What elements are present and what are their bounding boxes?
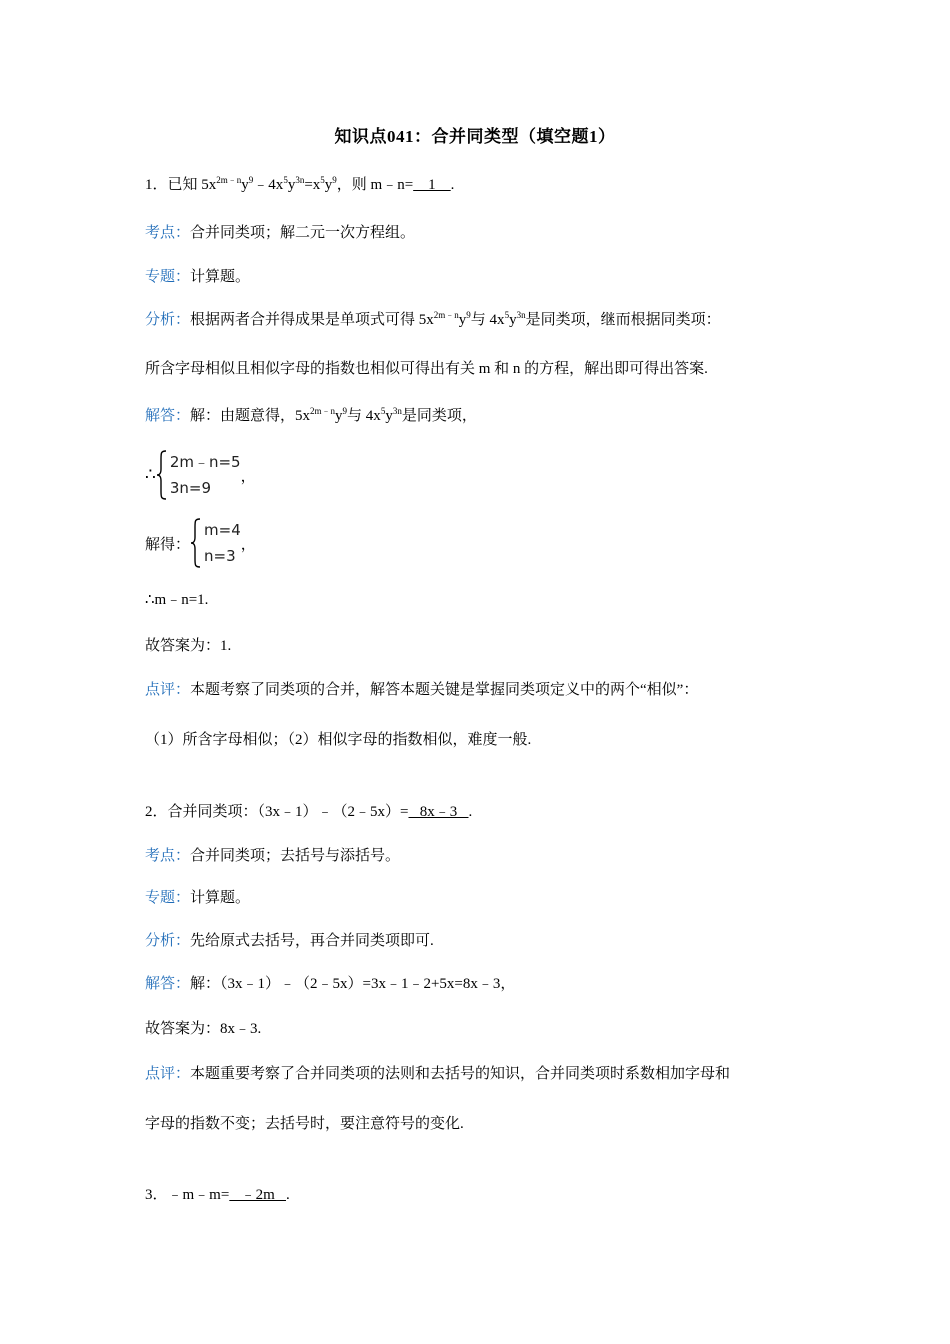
q2-dianping-line2: 字母的指数不变；去括号时，要注意符号的变化. [145, 1116, 464, 1132]
question-2-stem: 2．合并同类项：（3x﹣1）﹣（2﹣5x）= 8x﹣3 . [145, 804, 473, 820]
q2-fenxi: 分析：先给原式去括号，再合并同类项即可. [145, 933, 434, 949]
q1-jieda: 解答：解：由题意得，$5x^{2m﹣n}y^9$与 $4x^5y^{3n}$是同类项， [145, 406, 477, 424]
equation-system-1: ∴ 2m﹣n=5 3n=9 ， [145, 449, 256, 501]
q1-kaodian: 考点：合并同类项；解二元一次方程组。 [145, 225, 416, 241]
jiede-label: 解得： [145, 536, 191, 553]
question-3-stem: 3．﹣m﹣m= ﹣2m . [145, 1187, 290, 1203]
q1-fenxi: 分析：根据两者合并得成果是单项式可得 $5x^{2m﹣n}y^9$与 $4x^5y^{3n}$是同类项，继而根据同类项： [145, 310, 721, 328]
q2-zhuanti: 专题：计算题。 [145, 890, 251, 906]
q1-dianping-line2: （1）所含字母相似；（2）相似字母的指数相似，难度一般. [145, 732, 532, 748]
system-1-equation-2: 3n=9 [169, 479, 211, 497]
page-title: 知识点041：合并同类型（填空题1） [334, 127, 616, 146]
system-1-equation-1: 2m﹣n=5 [169, 453, 241, 471]
system-2-equation-1: m=4 [204, 521, 241, 539]
q1-result: ∴m﹣n=1. [145, 592, 209, 608]
question-1-stem: 1．已知 $5x^{2m﹣n}y^9﹣4x^5y^{3n}=x^5y^9$，则 m﹣n= 1 . [145, 175, 455, 193]
left-brace-icon [156, 449, 168, 501]
q2-jieda: 解答：解：（3x﹣1）﹣（2﹣5x）=3x﹣1﹣2+5x=8x﹣3， [145, 976, 516, 992]
left-brace-icon [190, 517, 202, 569]
q1-dianping: 点评：本题考察了同类项的合并，解答本题关键是掌握同类项定义中的两个“相似”： [145, 682, 699, 698]
q2-final-answer: 故答案为：8x﹣3. [145, 1021, 262, 1037]
equation-system-2: 解得： m=4 n=3 ， [145, 517, 256, 569]
therefore-symbol: ∴ [145, 465, 156, 484]
answer-blank: 1 [413, 177, 451, 193]
q1-fenxi-line2: 所含字母相似且相似字母的指数也相似可得出有关 m 和 n 的方程，解出即可得出答案. [145, 361, 708, 377]
answer-blank: ﹣2m [229, 1187, 286, 1203]
answer-blank: 8x﹣3 [408, 804, 469, 820]
q2-kaodian: 考点：合并同类项；去括号与添括号。 [145, 848, 401, 864]
q1-zhuanti: 专题：计算题。 [145, 269, 251, 285]
system-2-equation-2: n=3 [204, 547, 236, 565]
q2-dianping: 点评：本题重要考察了合并同类项的法则和去括号的知识，合并同类项时系数相加字母和 [145, 1066, 731, 1082]
q1-final-answer: 故答案为：1. [145, 638, 232, 654]
